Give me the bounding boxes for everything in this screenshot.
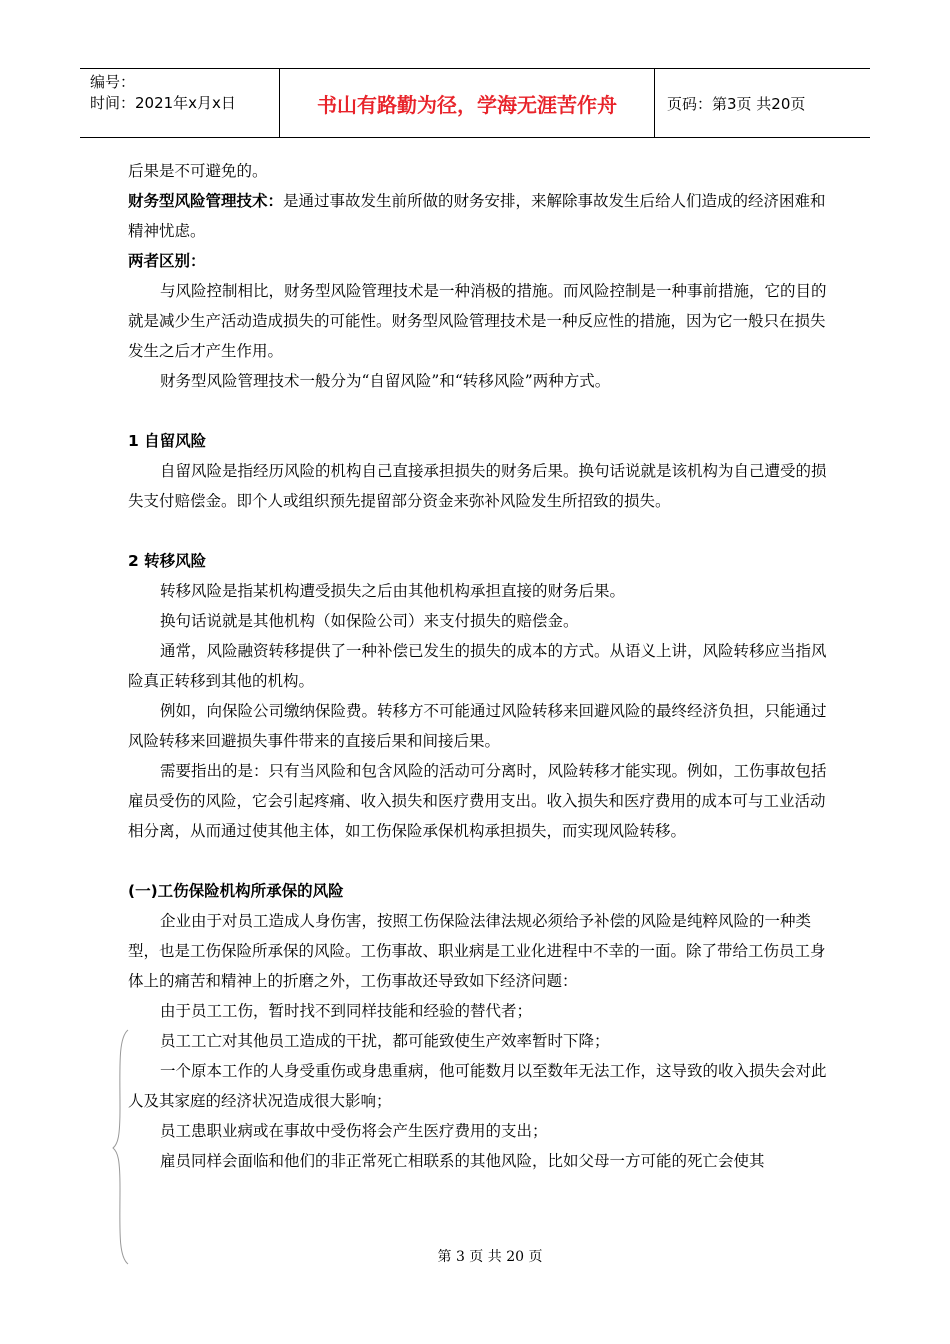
paragraph: 企业由于对员工造成人身伤害，按照工伤保险法律法规必须给予补偿的风险是纯粹风险的一种类型，也是工伤保险所承保的风险。工伤事故、职业病是工业化进程中不幸的一面。除了带给工伤员工身体上的痛苦和精神上的折磨之外，工伤事故还导致如下经济问题： [128, 912, 826, 990]
list-item: 员工工亡对其他员工造成的干扰，都可能致使生产效率暂时下降； [160, 1032, 610, 1050]
definition-paragraph [128, 186, 828, 246]
paragraph: 转移风险是指某机构遭受损失之后由其他机构承担直接的财务后果。 [160, 582, 626, 600]
term-definition: 是通过事故发生前所做的财务安排，来解除事故发生后给人们造成的经济困难和精神忧虑。 [128, 192, 826, 240]
paragraph: 后果是不可避免的。 [128, 162, 268, 180]
brace-bracket [112, 1028, 130, 1266]
list-item: 员工患职业病或在事故中受伤将会产生医疗费用的支出； [160, 1122, 548, 1140]
paragraph: 需要指出的是：只有当风险和包含风险的活动可分离时，风险转移才能实现。例如，工伤事故包括雇员受伤的风险，它会引起疼痛、收入损失和医疗费用支出。收入损失和医疗费用的成本可与工业活动相分离，从而通过使其他主体，如工伤保险承保机构承担损失，而实现风险转移。 [128, 762, 827, 840]
number-label: 编号： [90, 73, 136, 91]
header-left-cell [80, 69, 280, 137]
paragraph: 财务型风险管理技术一般分为“自留风险”和“转移风险”两种方式。 [160, 372, 611, 390]
section-heading: 2 转移风险 [128, 552, 207, 570]
motto: 书山有路勤为径，学海无涯苦作舟 [280, 69, 655, 137]
paragraph: 自留风险是指经历风险的机构自己直接承担损失的财务后果。换句话说就是该机构为自己遭受的损失支付赔偿金。即个人或组织预先提留部分资金来弥补风险发生所招致的损失。 [128, 462, 827, 510]
header-table [80, 68, 870, 138]
section-heading: (一)工伤保险机构所承保的风险 [128, 882, 344, 900]
difference-title: 两者区别： [128, 252, 206, 270]
page-footer [0, 1246, 950, 1266]
paragraph: 例如，向保险公司缴纳保险费。转移方不可能通过风险转移来回避风险的最终经济负担，只能通过风险转移来回避损失事件带来的直接后果和间接后果。 [128, 702, 827, 750]
list-item: 雇员同样会面临和他们的非正常死亡相联系的其他风险，比如父母一方可能的死亡会使其 [160, 1152, 765, 1170]
date-line: 时间：2021年x月x日 [90, 94, 236, 112]
section-heading: 1 自留风险 [128, 432, 207, 450]
page-info: 页码：第3页 共20页 [667, 94, 806, 113]
paragraph: 通常，风险融资转移提供了一种补偿已发生的损失的成本的方式。从语义上讲，风险转移应当指风险真正转移到其他的机构。 [128, 642, 827, 690]
list-item: 一个原本工作的人身受重伤或身患重病，他可能数月以至数年无法工作，这导致的收入损失会对此人及其家庭的经济状况造成很大影响； [128, 1062, 827, 1110]
term-label: 财务型风险管理技术： [128, 192, 284, 210]
paragraph: 换句话说就是其他机构（如保险公司）来支付损失的赔偿金。 [160, 612, 579, 630]
paragraph: 与风险控制相比，财务型风险管理技术是一种消极的措施。而风险控制是一种事前措施，它的目的就是减少生产活动造成损失的可能性。财务型风险管理技术是一种反应性的措施，因为它一般只在损失发生之后才产生作用。 [128, 282, 827, 360]
list-item: 由于员工工伤，暂时找不到同样技能和经验的替代者； [160, 1002, 533, 1020]
document-body [128, 156, 828, 1176]
footer-page-number: 第 3 页 共 20 页 [437, 1249, 543, 1265]
